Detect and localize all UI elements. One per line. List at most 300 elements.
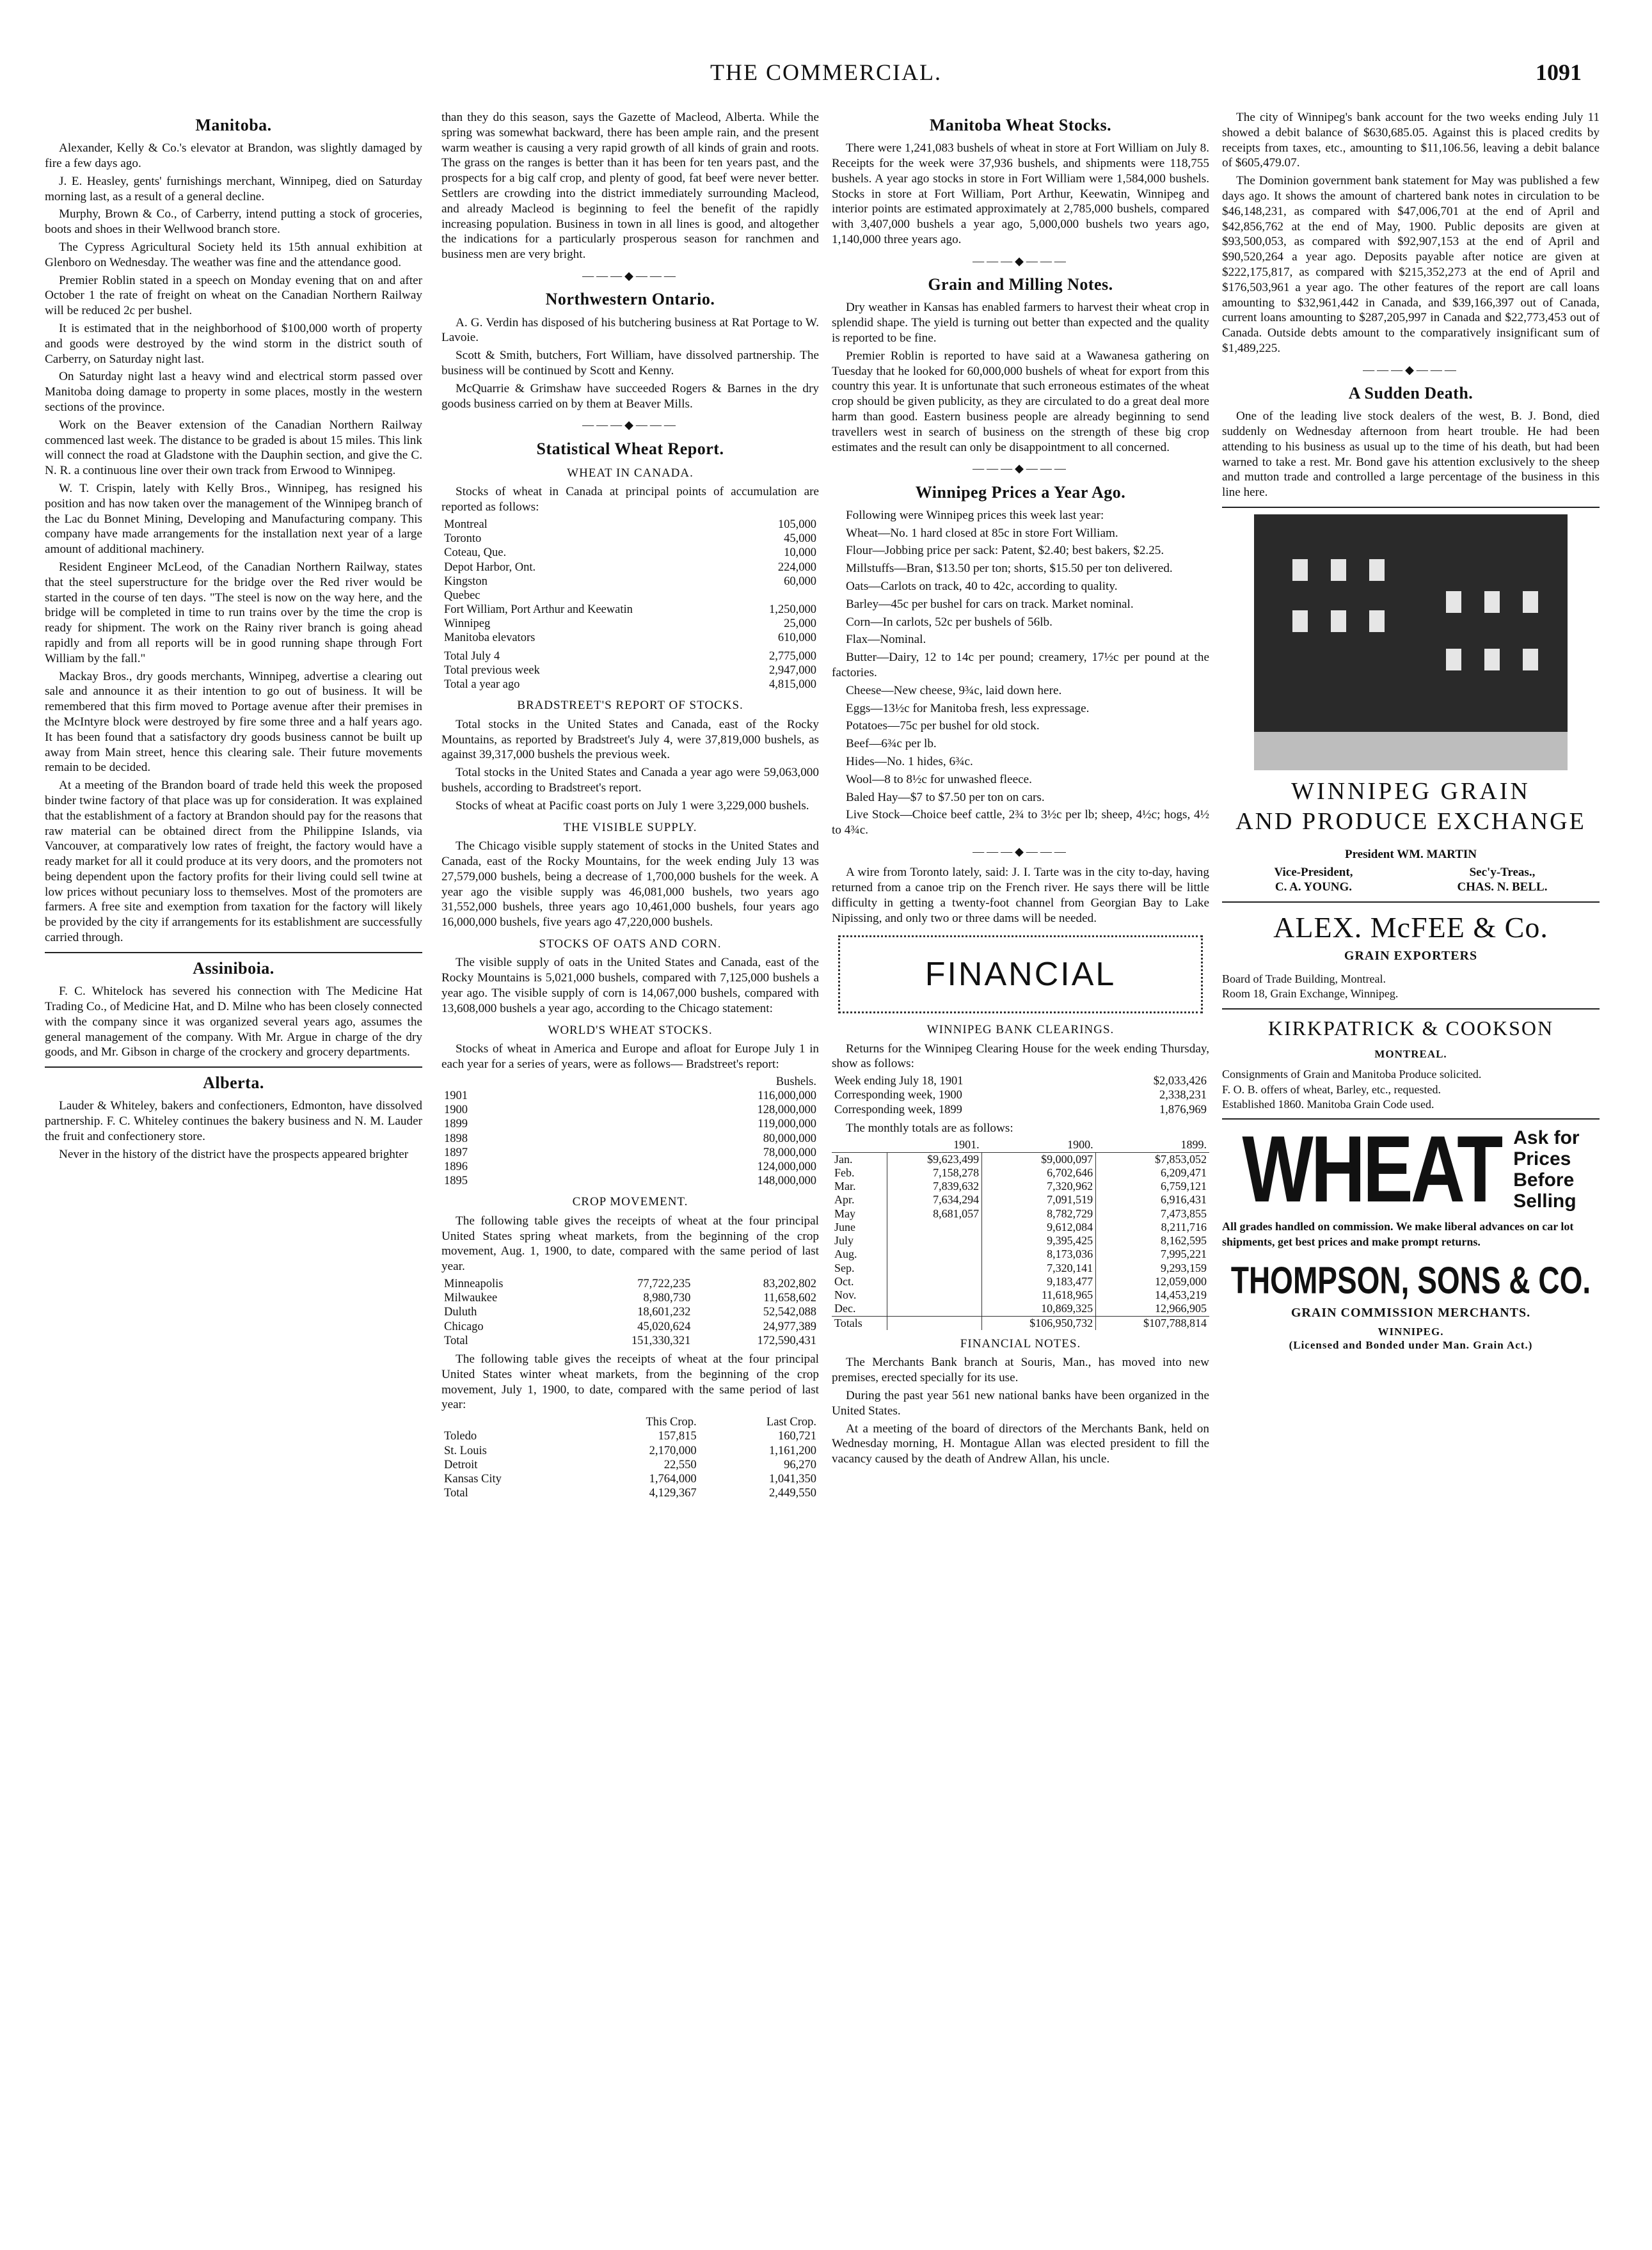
table-cell (887, 1262, 981, 1275)
mcfee-address-1: Board of Trade Building, Montreal. (1222, 972, 1386, 985)
table-row (441, 1320, 819, 1334)
table-row (832, 1180, 1209, 1193)
paragraph: Resident Engineer McLeod, of the Canadian Northern Railway, states that the steel superstructure for the bridge over the Red river would be started in the course of ten days. "The steel is now on the way here, and the bridge will be completed in time to run trains over by the time the crop is ready for shipment. The work on the Rainy river branch is going ahead rapidly and from all reports will be in good running shape through Fort William by the fall." (45, 560, 422, 665)
paragraph: Flax—Nominal. (846, 633, 926, 647)
table-cell: 22,550 (663, 1458, 697, 1471)
column-2 (441, 110, 819, 2228)
table-cell: 14,453,219 (1096, 1288, 1209, 1302)
table-header: 1899. (1096, 1138, 1209, 1152)
table-cell: 9,395,425 (982, 1234, 1096, 1248)
table-row (441, 1277, 819, 1291)
wheat-in-canada-table (441, 518, 819, 646)
table-cell (738, 589, 819, 603)
subheading-visible-supply: THE VISIBLE SUPPLY. (563, 820, 697, 834)
table-row (441, 603, 819, 617)
paragraph: Stocks of wheat at Pacific coast ports on July 1 were 3,229,000 bushels. (456, 798, 809, 812)
section-title-manitoba: Manitoba. (195, 116, 272, 134)
table-cell: 52,542,088 (763, 1306, 816, 1319)
table-cell: 8,162,595 (1096, 1234, 1209, 1248)
exchange-president: President WM. MARTIN (1344, 848, 1477, 862)
table-cell: 151,330,321 (631, 1334, 691, 1347)
table-cell: Manitoba elevators (444, 631, 536, 645)
table-cell: 18,601,232 (637, 1306, 691, 1319)
table-cell: 25,000 (784, 617, 816, 631)
paragraph: Premier Roblin is reported to have said at a Wawanesa gathering on Tuesday that he looked for 60,000,000 bushels of wheat for export from this country this year. It is unfortunate that such erroneous estimates of the wheat crop should be given publicity, as they are circulated to do a great deal more harm than good. Eastern business people are already beginning to send travellers west in search of business on the strength of these big crop estimates and the result can only be disappointment to all concerned. (832, 349, 1209, 454)
table-cell: 11,618,965 (982, 1288, 1096, 1302)
thompson-sons-subtitle: GRAIN COMMISSION MERCHANTS. (1291, 1306, 1531, 1320)
paragraph: Mackay Bros., dry goods merchants, Winnipeg, advertise a clearing out sale and announce it as their intention to go out of business. It will be remembered that this firm moved to Portage avenue after their premises in the McIntyre block were destroyed by fire some three and a half years ago. It has been found that a satisfactory dry goods business cannot be built up away from Main street, hence this clearing sale. Their future movements remain to be decided. (45, 669, 422, 775)
paragraph: The following table gives the receipts of wheat at the four principal United States winter wheat markets, from the beginning of the crop movement, July 1, 1900, to date, compared with the same period of last year: (441, 1352, 819, 1412)
ornament-divider: ———◆——— (973, 845, 1068, 859)
ornament-divider: ———◆——— (1363, 363, 1459, 376)
table-header: 1901. (887, 1138, 981, 1152)
table-cell: 1895 (444, 1175, 468, 1188)
table-row (832, 1088, 1209, 1102)
subheading-bank-clearings: WINNIPEG BANK CLEARINGS. (926, 1022, 1115, 1036)
ornament-divider: ———◆——— (973, 254, 1068, 267)
wheat-note: All grades handled on commission. We make liberal advances on car lot shipments, get best prices and make prompt returns. (1222, 1220, 1574, 1248)
table-cell: $9,623,499 (887, 1152, 981, 1166)
wheat-headline: WHEAT (1242, 1116, 1501, 1223)
paragraph: Alexander, Kelly & Co.'s elevator at Brandon, was slightly damaged by fire a few days ago. (45, 141, 422, 171)
table-cell: Corresponding week, 1899 (834, 1103, 962, 1116)
ornament-divider: ———◆——— (973, 462, 1068, 475)
table-cell: $106,950,732 (982, 1316, 1096, 1330)
paragraph: Barley—45c per bushel for cars on track. Market nominal. (846, 597, 1134, 611)
table-cell: Milwaukee (444, 1292, 498, 1305)
table-cell: June (834, 1220, 855, 1233)
section-title-assiniboia: Assiniboia. (193, 958, 274, 978)
table-row (832, 1248, 1209, 1261)
paragraph: Total stocks in the United States and Canada a year ago were 59,063,000 bushels, according to Bradstreet's report. (441, 766, 819, 795)
table-cell: Kansas City (444, 1472, 502, 1485)
table-row (441, 1291, 819, 1305)
table-row (441, 589, 819, 603)
divider (45, 952, 422, 953)
table-header: Bushels. (775, 1075, 816, 1088)
page-number: 1091 (1536, 59, 1582, 85)
column-4 (1222, 110, 1600, 2228)
table-row (832, 1166, 1209, 1180)
table-cell: $9,000,097 (982, 1152, 1096, 1166)
grain-exchange-ad (1222, 777, 1600, 895)
paragraph: The monthly totals are as follows: (846, 1121, 1013, 1135)
paragraph: A wire from Toronto lately, said: J. I. Tarte was in the city to-day, having returned from a canoe trip on the French river. He says there will be little difficulty in getting a twenty-foot channel from Georgian Bay to Lake Nipissing, and only two or three dams will be needed. (832, 866, 1209, 925)
paragraph: The Merchants Bank branch at Souris, Man., has moved into new premises, erected specially for its use. (832, 1356, 1209, 1385)
table-cell: 1900 (444, 1104, 468, 1117)
crop-movement-table (441, 1277, 819, 1348)
table-cell: May (834, 1207, 855, 1220)
table-cell: 1898 (444, 1132, 468, 1145)
table-cell: 83,202,802 (763, 1278, 816, 1290)
kirkpatrick-line: Consignments of Grain and Manitoba Produce solicited. (1222, 1068, 1482, 1081)
table-cell: 77,722,235 (637, 1278, 691, 1290)
table-cell (887, 1302, 981, 1316)
table-row (832, 1262, 1209, 1275)
table-cell: 11,658,602 (763, 1292, 816, 1305)
financial-banner: FINANCIAL (838, 935, 1203, 1013)
table-cell: 7,634,294 (887, 1193, 981, 1207)
table-header (832, 1138, 887, 1152)
page-header-title: THE COMMERCIAL. (710, 59, 942, 85)
section-title-alberta: Alberta. (203, 1074, 264, 1093)
table-cell (887, 1234, 981, 1248)
table-cell: 1899 (444, 1118, 468, 1131)
paragraph: There were 1,241,083 bushels of wheat in store at Fort William on July 8. Receipts for the week were 37,936 bushels, and shipments were 118,755 bushels. A year ago stocks in store in Fort William were 1,584,000 bushels. Stocks in store at Fort William, Port Arthur, Keewatin, Winnipeg and interior points are estimated approximately at 2,785,000 bushels, compared with 3,407,000 bushels a year ago, 5,000,000 bushels two years ago, 1,140,000 three years ago. (832, 141, 1209, 247)
table-cell: 9,293,159 (1096, 1262, 1209, 1275)
table-row (441, 1305, 819, 1319)
table-row (441, 617, 819, 631)
table-cell: Corresponding week, 1900 (834, 1089, 962, 1102)
kirkpatrick-line: Established 1860. Manitoba Grain Code used. (1222, 1098, 1434, 1111)
paragraph: At a meeting of the board of directors of the Merchants Bank, held on Wednesday morning, H. Montague Allan was elected president to fill the vacancy caused by the death of Andrew Allan, his uncle. (832, 1422, 1209, 1466)
paragraph: Millstuffs—Bran, $13.50 per ton; shorts, $15.50 per ton delivered. (846, 562, 1173, 576)
table-row (441, 1103, 819, 1117)
table-cell: 1,764,000 (649, 1472, 697, 1485)
table-cell: 60,000 (784, 574, 816, 588)
table-row (832, 1234, 1209, 1248)
divider (1222, 901, 1600, 903)
paragraph: At a meeting of the Brandon board of trade held this week the proposed binder twine factory of that place was up for consideration. It was explained that the establishment of a factory at Brandon should pay for the reasons that raw material can be obtained direct from the Philippine Islands, via Vancouver, at comparatively low rates of freight, the factory would have a ready market for all it could produce at its very doors, and the promoters not being dependent upon the factory profits for their living could sell twine at low prices without pecuniary loss to themselves. Most of the promoters are farmers. A free site and exemption from taxation for the factory will likely be provided by the city if arrangements for its establishment are successfully carried through. (45, 779, 422, 945)
table-row (441, 1444, 819, 1458)
section-title-statistical-wheat: Statistical Wheat Report. (536, 439, 724, 458)
wheat-side-line: Selling (1513, 1191, 1577, 1212)
subheading-financial-notes: FINANCIAL NOTES. (960, 1336, 1081, 1351)
paragraph: Corn—In carlots, 52c per bushels of 56lb. (846, 615, 1052, 629)
paragraph: Returns for the Winnipeg Clearing House for the week ending Thursday, show as follows: (832, 1042, 1209, 1071)
table-cell (887, 1288, 981, 1302)
table-cell: 1896 (444, 1160, 468, 1173)
subheading-oats-corn: STOCKS OF OATS AND CORN. (539, 937, 722, 951)
table-cell: Sep. (834, 1261, 855, 1274)
paragraph: Total stocks in the United States and Canada, east of the Rocky Mountains, as reported by Bradstreet's July 4, were 37,819,000 bushels, as against 39,317,000 bushels the previous week. (441, 717, 819, 762)
paragraph: The Cypress Agricultural Society held its 15th annual exhibition at Glenboro on Wednesday. The weather was fine and the attendance good. (45, 241, 422, 269)
subheading-crop-movement: CROP MOVEMENT. (572, 1195, 688, 1209)
table-cell: Chicago (444, 1320, 484, 1333)
table-cell: 6,702,646 (982, 1166, 1096, 1180)
wheat-side-line: Ask for (1513, 1127, 1580, 1149)
table-cell: 10,869,325 (982, 1302, 1096, 1316)
paragraph: Cheese—New cheese, 9¾c, laid down here. (846, 683, 1062, 697)
paragraph: Lauder & Whiteley, bakers and confectioners, Edmonton, have dissolved partnership. F. C. Whiteley continues the bakery business and N. M. Lauder the fruit and confectionery store. (45, 1099, 422, 1143)
divider (45, 1066, 422, 1068)
table-cell: 172,590,431 (757, 1334, 816, 1347)
table-cell: 8,782,729 (982, 1207, 1096, 1221)
table-cell (887, 1221, 981, 1234)
table-cell: 2,775,000 (769, 649, 816, 663)
table-cell: Total (444, 1334, 468, 1347)
table-row (441, 1458, 819, 1472)
table-cell: 8,980,730 (643, 1292, 691, 1305)
table-cell: Kingston (444, 574, 488, 588)
table-cell: 128,000,000 (757, 1104, 816, 1117)
sec-name: CHAS. N. BELL. (1457, 880, 1548, 894)
table-row (441, 677, 819, 692)
table-row (832, 1193, 1209, 1207)
table-row (441, 574, 819, 589)
exchange-name-line1: WINNIPEG GRAIN (1291, 778, 1530, 805)
table-cell: 9,183,477 (982, 1275, 1096, 1288)
paragraph: It is estimated that in the neighborhood of $100,000 worth of property and goods were destroyed by the wind storm in the district south of Carberry, on Saturday night last. (45, 322, 422, 366)
subheading-bradstreet: BRADSTREET'S REPORT OF STOCKS. (517, 699, 743, 713)
paragraph: A. G. Verdin has disposed of his butchering business at Rat Portage to W. Lavoie. (441, 315, 819, 345)
table-cell: 160,721 (777, 1430, 816, 1443)
table-cell: 2,338,231 (1159, 1089, 1207, 1102)
mcfee-name: ALEX. McFEE & Co. (1273, 910, 1548, 944)
table-row (441, 1146, 819, 1160)
table-cell: Quebec (444, 589, 481, 602)
table-cell: 1,041,350 (769, 1472, 816, 1485)
paragraph: The Chicago visible supply statement of stocks in the United States and Canada, east of the Rocky Mountains, for the week ending July 13 was 27,579,000 bushels, being a decrease of 1,700,000 bushels for the week. A year ago the visible supply was 46,081,000 bushels, two years ago 31,552,000 bushels, three years ago 10,461,000 bushels, four years ago 16,000,000 bushels, five years ago 47,220,000 bushels. (441, 839, 819, 930)
table-cell: Totals (832, 1316, 887, 1330)
table-row (441, 532, 819, 546)
table-cell: 224,000 (777, 560, 816, 574)
paragraph: The visible supply of oats in the United States and Canada, east of the Rocky Mountains is 5,021,000 bushels, compared with 7,125,000 bushels a year ago. The visible supply of corn is 14,067,000 bushels, compared with 13,608,000 bushels a year ago, according to the Chicago statement: (441, 956, 819, 1015)
paragraph: The Dominion government bank statement for May was published a few days ago. It shows the amount of chartered bank notes in circulation to be $46,148,231, as compared with $47,006,701 at the end of April and $42,856,762 at the end of May, 1900. Public deposits are given at $93,500,053, as compared with $92,907,153 at the end of April and $90,520,264 a year ago. Deposits payable after notice are given at $222,175,817, as compared with $215,352,273 at the end of April and $176,503,961 a year ago. The other features of the report are call loans amounting to $32,961,442 in Canada, and $39,166,397 out of Canada, current loans amounting to $287,205,997 in Canada and $22,773,453 out of Canada. Outside debts amount to the comparatively insignificant sum of $1,489,225. (1222, 174, 1600, 355)
table-cell: 1901 (444, 1089, 468, 1102)
table-row (441, 1174, 819, 1188)
bank-clearings-table (832, 1074, 1209, 1117)
table-cell: Minneapolis (444, 1278, 504, 1290)
ornament-divider: ———◆——— (582, 418, 678, 432)
table-cell: 4,129,367 (649, 1487, 697, 1500)
subheading-worlds-wheat: WORLD'S WHEAT STOCKS. (548, 1023, 713, 1037)
table-cell: Nov. (834, 1288, 857, 1302)
table-cell: Week ending July 18, 1901 (834, 1075, 964, 1088)
table-row (441, 663, 819, 677)
table-cell: 9,612,084 (982, 1221, 1096, 1234)
exchange-officers (1222, 865, 1600, 895)
table-row (832, 1221, 1209, 1234)
table-cell: Jan. (834, 1152, 853, 1166)
table-cell: 2,449,550 (769, 1487, 816, 1500)
table-row (832, 1302, 1209, 1316)
section-title-sudden-death: A Sudden Death. (1348, 384, 1473, 403)
table-cell: 2,170,000 (649, 1444, 697, 1457)
table-row (832, 1074, 1209, 1088)
table-cell: Winnipeg (444, 617, 491, 631)
paragraph: Wool—8 to 8½c for unwashed fleece. (846, 772, 1032, 786)
table-total-row (441, 1334, 819, 1348)
table-cell: 45,020,624 (637, 1320, 691, 1333)
table-header: Last Crop. (766, 1416, 816, 1429)
table-row (832, 1288, 1209, 1302)
table-cell: 610,000 (777, 631, 816, 645)
table-cell: 78,000,000 (763, 1146, 816, 1159)
table-cell: 2,947,000 (769, 663, 816, 677)
table-cell: 1,876,969 (1159, 1103, 1207, 1116)
table-row (832, 1275, 1209, 1288)
paragraph: Dry weather in Kansas has enabled farmers to harvest their wheat crop in splendid shape. The yield is turning out better than expected and the quality is reported to be fine. (832, 301, 1209, 345)
table-row (441, 649, 819, 663)
kirkpatrick-city: MONTREAL. (1374, 1048, 1447, 1061)
paragraph: F. C. Whitelock has severed his connection with The Medicine Hat Trading Co., of Medicine Hat, and D. Milne who has been closely connected with the company since it was organized several years ago, assumes the general management of the company. With Mr. Argue in charge of the dry goods, and Mr. Gibson in charge of the crockery and grocery departments. (45, 985, 422, 1059)
table-cell: 7,091,519 (982, 1193, 1096, 1207)
paragraph: The following table gives the receipts of wheat at the four principal United States spring wheat markets, from the beginning of the crop movement, Aug. 1, 1900, to date, compared with the same period of last year. (441, 1214, 819, 1274)
table-cell: Total July 4 (444, 649, 500, 663)
paragraph: On Saturday night last a heavy wind and electrical storm passed over Manitoba doing damage to property in some places, mostly in the western sections of the province. (45, 370, 422, 414)
paragraph: Oats—Carlots on track, 40 to 42c, according to quality. (846, 580, 1118, 594)
table-row (441, 1472, 819, 1486)
mcfee-subtitle: GRAIN EXPORTERS (1344, 948, 1478, 963)
paragraph: Eggs—13½c for Manitoba fresh, less expressage. (846, 701, 1090, 715)
table-cell: 24,977,389 (763, 1320, 816, 1333)
table-cell (887, 1275, 981, 1288)
table-cell: $7,853,052 (1096, 1152, 1209, 1166)
thompson-sons-name: THOMPSON, SONS & CO. (1230, 1258, 1591, 1302)
table-cell: Aug. (834, 1248, 857, 1261)
kirkpatrick-ad (1222, 1016, 1600, 1113)
table-row (441, 1089, 819, 1103)
divider (1222, 507, 1600, 508)
table-cell: 7,158,278 (887, 1166, 981, 1180)
paragraph: Flour—Jobbing price per sack: Patent, $2.40; best bakers, $2.25. (846, 544, 1164, 558)
table-cell: 80,000,000 (763, 1132, 816, 1145)
wheat-ad (1222, 1116, 1600, 1223)
table-cell: Dec. (834, 1302, 856, 1315)
table-cell: 116,000,000 (758, 1089, 816, 1102)
column-1 (45, 110, 422, 2228)
paragraph: Premier Roblin stated in a speech on Monday evening that on and after October 1 the rate of freight on wheat on the Canadian Northern Railway will be reduced 2c per bushel. (45, 273, 422, 318)
table-row (832, 1103, 1209, 1117)
wheat-in-canada-totals (441, 649, 819, 692)
table-cell (887, 1316, 981, 1330)
table-cell: 12,059,000 (1096, 1275, 1209, 1288)
table-row (441, 631, 819, 645)
exchange-name-line2: AND PRODUCE EXCHANGE (1235, 808, 1586, 836)
paragraph: Beef—6¾c per lb. (846, 737, 937, 751)
table-cell: 10,000 (784, 546, 816, 560)
table-cell: 7,320,141 (982, 1262, 1096, 1275)
table-row (441, 1160, 819, 1174)
table-total-row (441, 1486, 819, 1500)
table-cell: Duluth (444, 1306, 477, 1319)
vp-name: C. A. YOUNG. (1275, 880, 1353, 894)
paragraph: Baled Hay—$7 to $7.50 per ton on cars. (846, 790, 1045, 804)
paragraph: One of the leading live stock dealers of the west, B. J. Bond, died suddenly on Wednesday afternoon from heart trouble. He had been attending to his business as usual up to the time of his death, but had been warned to take a rest. Mr. Bond gave his attention exclusively to the sheep and mutton trade and controlled a large percentage of the business in this line here. (1222, 409, 1600, 500)
table-cell: Total (444, 1487, 468, 1500)
vp-label: Vice-President, (1274, 865, 1353, 879)
paragraph: Work on the Beaver extension of the Canadian Northern Railway commenced last week. The distance to be graded is about 15 miles. This link will connect the road at Gladstone with the Dauphin section, and give the C. N. R. a continuous line over their own track from Erwood to Winnipeg. (45, 418, 422, 478)
paragraph: Following were Winnipeg prices this week last year: (846, 508, 1104, 522)
wheat-side-line: Before (1513, 1169, 1575, 1191)
sec-label: Sec'y-Treas., (1469, 865, 1536, 879)
paragraph: Potatoes—75c per bushel for old stock. (846, 719, 1040, 733)
paragraph: The city of Winnipeg's bank account for the two weeks ending July 11 showed a debit balance of $630,685.05. Against this is placed credits by receipts from taxes, etc., amounting to $11,106.56, leaving a debit balance of $605,479.07. (1222, 111, 1600, 170)
table-row (441, 560, 819, 574)
table-row (441, 1117, 819, 1131)
table-cell: 124,000,000 (757, 1160, 816, 1173)
table-cell: 7,320,962 (982, 1180, 1096, 1193)
table-cell: Toronto (444, 532, 482, 546)
table-cell: Detroit (444, 1458, 478, 1471)
table-cell: 6,209,471 (1096, 1166, 1209, 1180)
table-cell: July (834, 1234, 854, 1248)
table-row (441, 518, 819, 532)
grain-exchange-building-illustration (1254, 514, 1568, 770)
paragraph: Live Stock—Choice beef cattle, 2¾ to 3½c per lb; sheep, 4½c; hogs, 4½ to 4¾c. (832, 808, 1209, 837)
table-cell: 12,966,905 (1096, 1302, 1209, 1316)
table-header: This Crop. (646, 1416, 697, 1429)
table-cell: 119,000,000 (758, 1118, 816, 1131)
table-cell: 4,815,000 (769, 678, 816, 692)
table-cell: 1,161,200 (769, 1444, 816, 1457)
table-cell: Fort William, Port Arthur and Keewatin (444, 603, 633, 617)
paragraph: Butter—Dairy, 12 to 14c per pound; creamery, 17½c per pound at the factories. (832, 651, 1209, 680)
table-cell: Total a year ago (444, 678, 520, 692)
section-title-winnipeg-prices: Winnipeg Prices a Year Ago. (915, 482, 1126, 502)
table-cell: 1,250,000 (769, 603, 816, 617)
paragraph: Murphy, Brown & Co., of Carberry, intend putting a stock of groceries, boots and shoes in their Wellwood branch store. (45, 207, 422, 237)
mcfee-ad (1222, 909, 1600, 1002)
table-total-row (832, 1316, 1209, 1330)
table-cell: 8,681,057 (887, 1207, 981, 1221)
table-cell: 45,000 (784, 532, 816, 546)
divider (1222, 1008, 1600, 1010)
winter-wheat-table (441, 1415, 819, 1500)
table-cell: 6,759,121 (1096, 1180, 1209, 1193)
table-cell: 7,839,632 (887, 1180, 981, 1193)
paragraph: J. E. Heasley, gents' furnishings merchant, Winnipeg, died on Saturday morning last, as a result of a general decline. (45, 174, 422, 203)
table-row (441, 546, 819, 560)
table-cell: Apr. (834, 1193, 855, 1207)
paragraph: McQuarrie & Grimshaw have succeeded Rogers & Barnes in the dry goods business carried on by them at Beaver Mills. (441, 381, 819, 411)
wheat-side-line: Prices (1513, 1148, 1571, 1170)
winnipeg-prices-list (832, 508, 1209, 838)
paragraph: Scott & Smith, butchers, Fort William, have dissolved partnership. The business will be continued by Scott and Kenny. (441, 349, 819, 377)
table-row (441, 1132, 819, 1146)
worlds-wheat-table (441, 1075, 819, 1189)
table-cell: 157,815 (658, 1430, 697, 1443)
table-row (832, 1207, 1209, 1221)
paragraph: Never in the history of the district have the prospects appeared brighter (59, 1147, 409, 1161)
paragraph: Hides—No. 1 hides, 6¾c. (846, 755, 973, 769)
table-cell: 7,995,221 (1096, 1248, 1209, 1261)
table-cell: Oct. (834, 1274, 854, 1288)
table-cell: $2,033,426 (1153, 1075, 1207, 1088)
table-cell: 6,916,431 (1096, 1193, 1209, 1207)
table-header: 1900. (982, 1138, 1096, 1152)
wheat-side-text (1513, 1127, 1579, 1212)
monthly-totals-table (832, 1138, 1209, 1329)
table-cell: 96,270 (784, 1458, 816, 1471)
column-3 (832, 110, 1209, 2228)
table-cell (887, 1248, 981, 1261)
kirkpatrick-line: F. O. B. offers of wheat, Barley, etc., requested. (1222, 1082, 1441, 1096)
table-cell: Toledo (444, 1430, 477, 1443)
table-cell: 7,473,855 (1096, 1207, 1209, 1221)
paragraph: Wheat—No. 1 hard closed at 85c in store Fort William. (846, 526, 1118, 540)
table-row (832, 1152, 1209, 1166)
thompson-sons-city: WINNIPEG. (1378, 1326, 1444, 1338)
table-cell: Depot Harbor, Ont. (444, 560, 536, 574)
table-cell: 1897 (444, 1146, 468, 1159)
paragraph: W. T. Crispin, lately with Kelly Bros., Winnipeg, has resigned his position and has now taken over the management of the Winnipeg branch of the Lac du Bonnet Mining, Developing and Manufacturing company. This company have made arrangements for the installation next year of a large amount of additional machinery. (45, 481, 422, 557)
paragraph: Stocks of wheat in Canada at principal points of accumulation are reported as follows: (441, 485, 819, 514)
subheading-wheat-in-canada: WHEAT IN CANADA. (567, 466, 694, 480)
table-cell: Mar. (834, 1180, 856, 1193)
table-cell: St. Louis (444, 1444, 487, 1457)
table-cell: 105,000 (777, 518, 816, 531)
table-cell: 8,211,716 (1096, 1221, 1209, 1234)
section-title-grain-milling: Grain and Milling Notes. (928, 275, 1113, 294)
kirkpatrick-name: KIRKPATRICK & COOKSON (1267, 1016, 1554, 1040)
section-title-manitoba-wheat-stocks: Manitoba Wheat Stocks. (929, 116, 1112, 134)
table-cell: 148,000,000 (757, 1175, 816, 1188)
paragraph: Stocks of wheat in America and Europe and afloat for Europe July 1 in each year for a series of years, were as follows— Bradstreet's report: (441, 1042, 819, 1071)
table-row (441, 1429, 819, 1443)
ornament-divider: ———◆——— (582, 269, 678, 282)
